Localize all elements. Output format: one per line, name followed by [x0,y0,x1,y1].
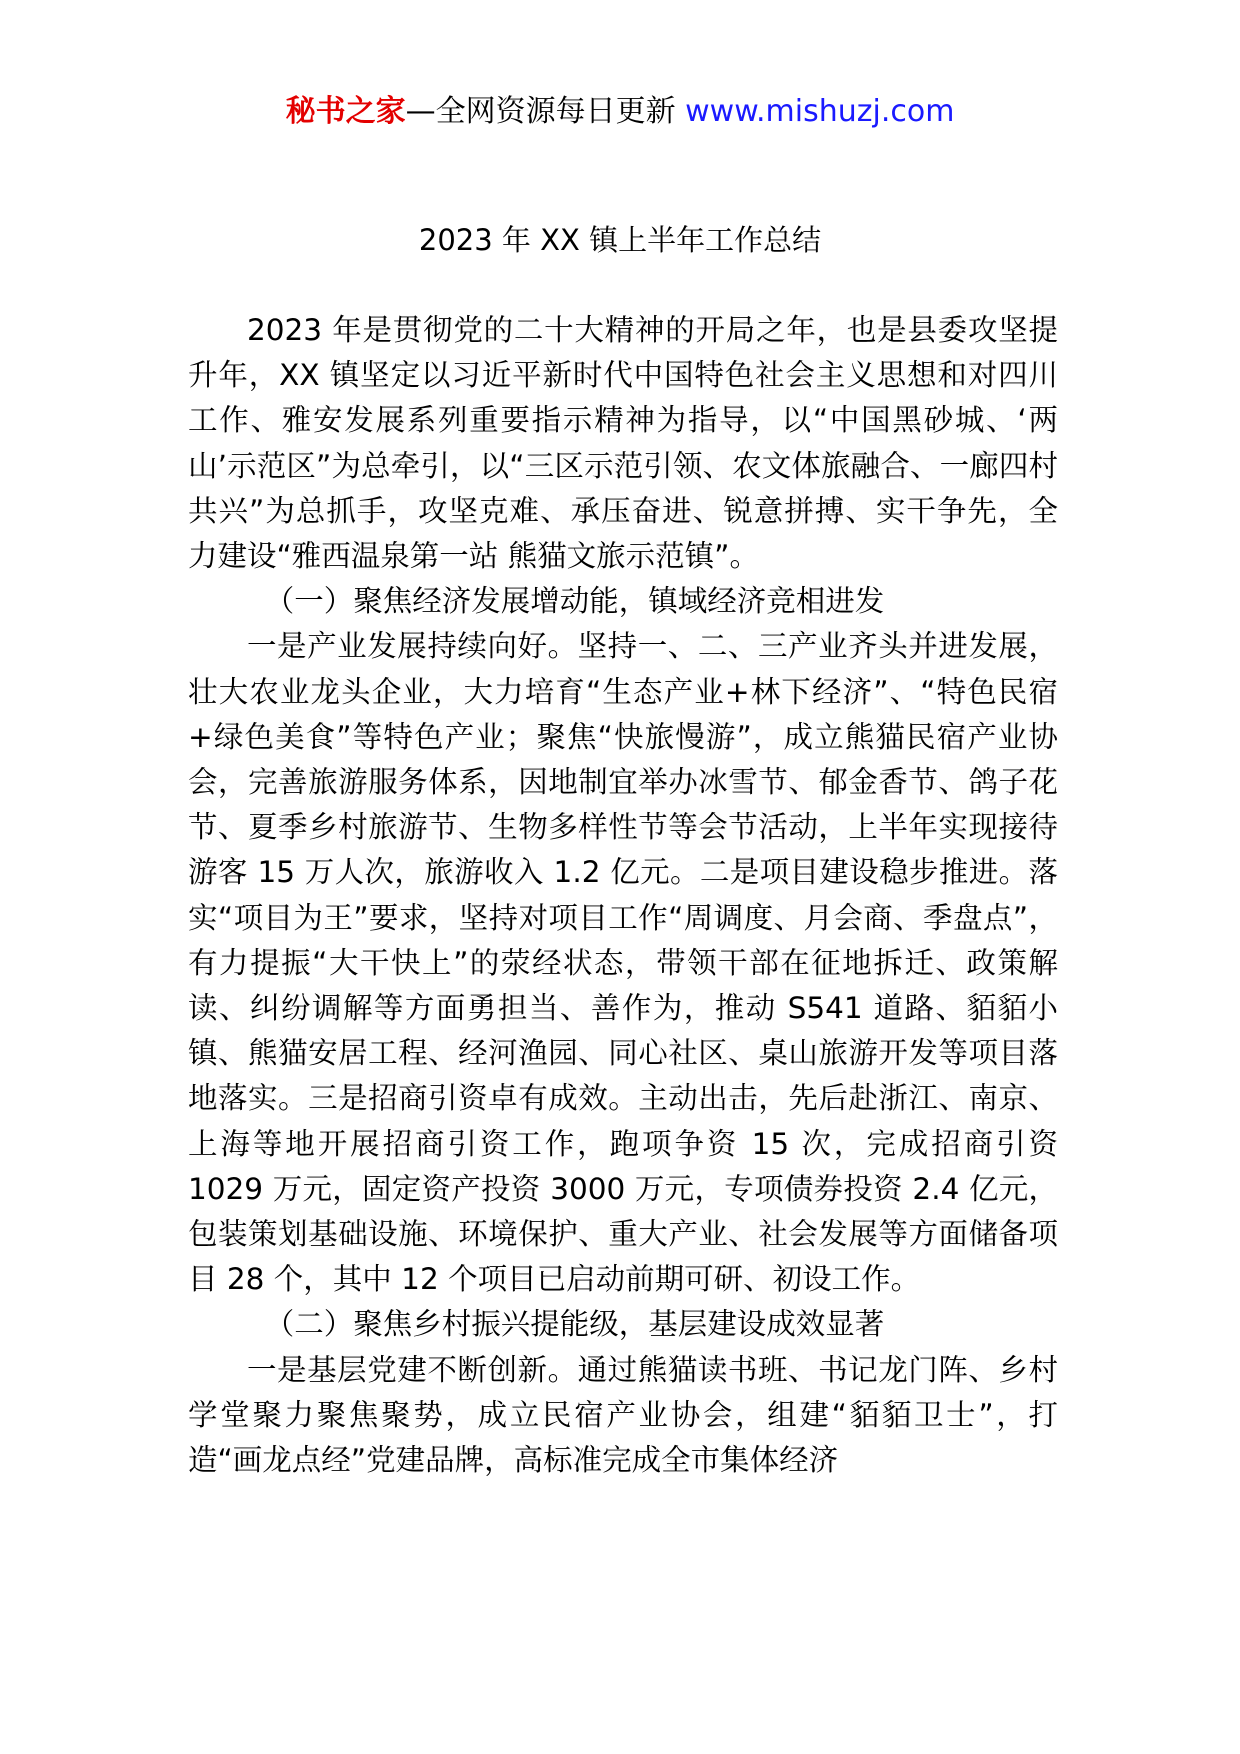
document-body [188,308,1058,1483]
intro-paragraph: 2023 年是贯彻党的二十大精神的开局之年，也是县委攻坚提升年，XX 镇坚定以习近平新时代中国特色社会主义思想和对四川工作、雅安发展系列重要指示精神为指导，以“中国黑砂城、‘两山’示范区”为总牵引，以“三区示范引领、农文体旅融合、一廊四村共兴”为总抓手，攻坚克难、承压奋进、锐意拼搏、实干争先，全力建设“雅西温泉第一站 熊猫文旅示范镇”。 [188,313,1058,574]
site-watermark-header [0,92,1240,132]
section-heading-1: （一）聚焦经济发展增动能，镇域经济竞相进发 [264,584,885,619]
site-url-link[interactable]: www.mishuzj.com [685,94,955,129]
section-heading-2: （二）聚焦乡村振兴提能级，基层建设成效显著 [264,1307,885,1342]
header-tagline: —全网资源每日更新 [405,94,686,129]
section-2-paragraph: 一是基层党建不断创新。通过熊猫读书班、书记龙门阵、乡村学堂聚力聚焦聚势，成立民宿产业协会，组建“貊貊卫士”，打造“画龙点经”党建品牌，高标准完成全市集体经济 [188,1352,1058,1478]
document-title: 2023 年 XX 镇上半年工作总结 [418,223,822,257]
section-1-paragraph: 一是产业发展持续向好。坚持一、二、三产业齐头并进发展，壮大农业龙头企业，大力培育“生态产业+林下经济”、“特色民宿+绿色美食”等特色产业；聚焦“快旅慢游”，成立熊猫民宿产业协会，完善旅游服务体系，因地制宜举办冰雪节、郁金香节、鸽子花节、夏季乡村旅游节、生物多样性节等会节活动，上半年实现接待游客 15 万人次，旅游收入 1.2 亿元。二是项目建设稳步推进。落实“项目为王”要求，坚持对项目工作“周调度、月会商、季盘点”，有力提振“大干快上”的荥经状态，带领干部在征地拆迁、政策解读、纠纷调解等方面勇担当、善作为，推动 S541 道路、貊貊小镇、熊猫安居工程、经河渔园、同心社区、桌山旅游开发等项目落地落实。三是招商引资卓有成效。主动出击，先后赴浙江、南京、上海等地开展招商引资工作，跑项争资 15 次，完成招商引资 1029 万元，固定资产投资 3000 万元，专项债券投资 2.4 亿元，包装策划基础设施、环境保护、重大产业、社会发展等方面储备项目 28 个，其中 12 个项目已启动前期可研、初设工作。 [188,629,1058,1297]
brand-name: 秘书之家 [285,94,406,129]
